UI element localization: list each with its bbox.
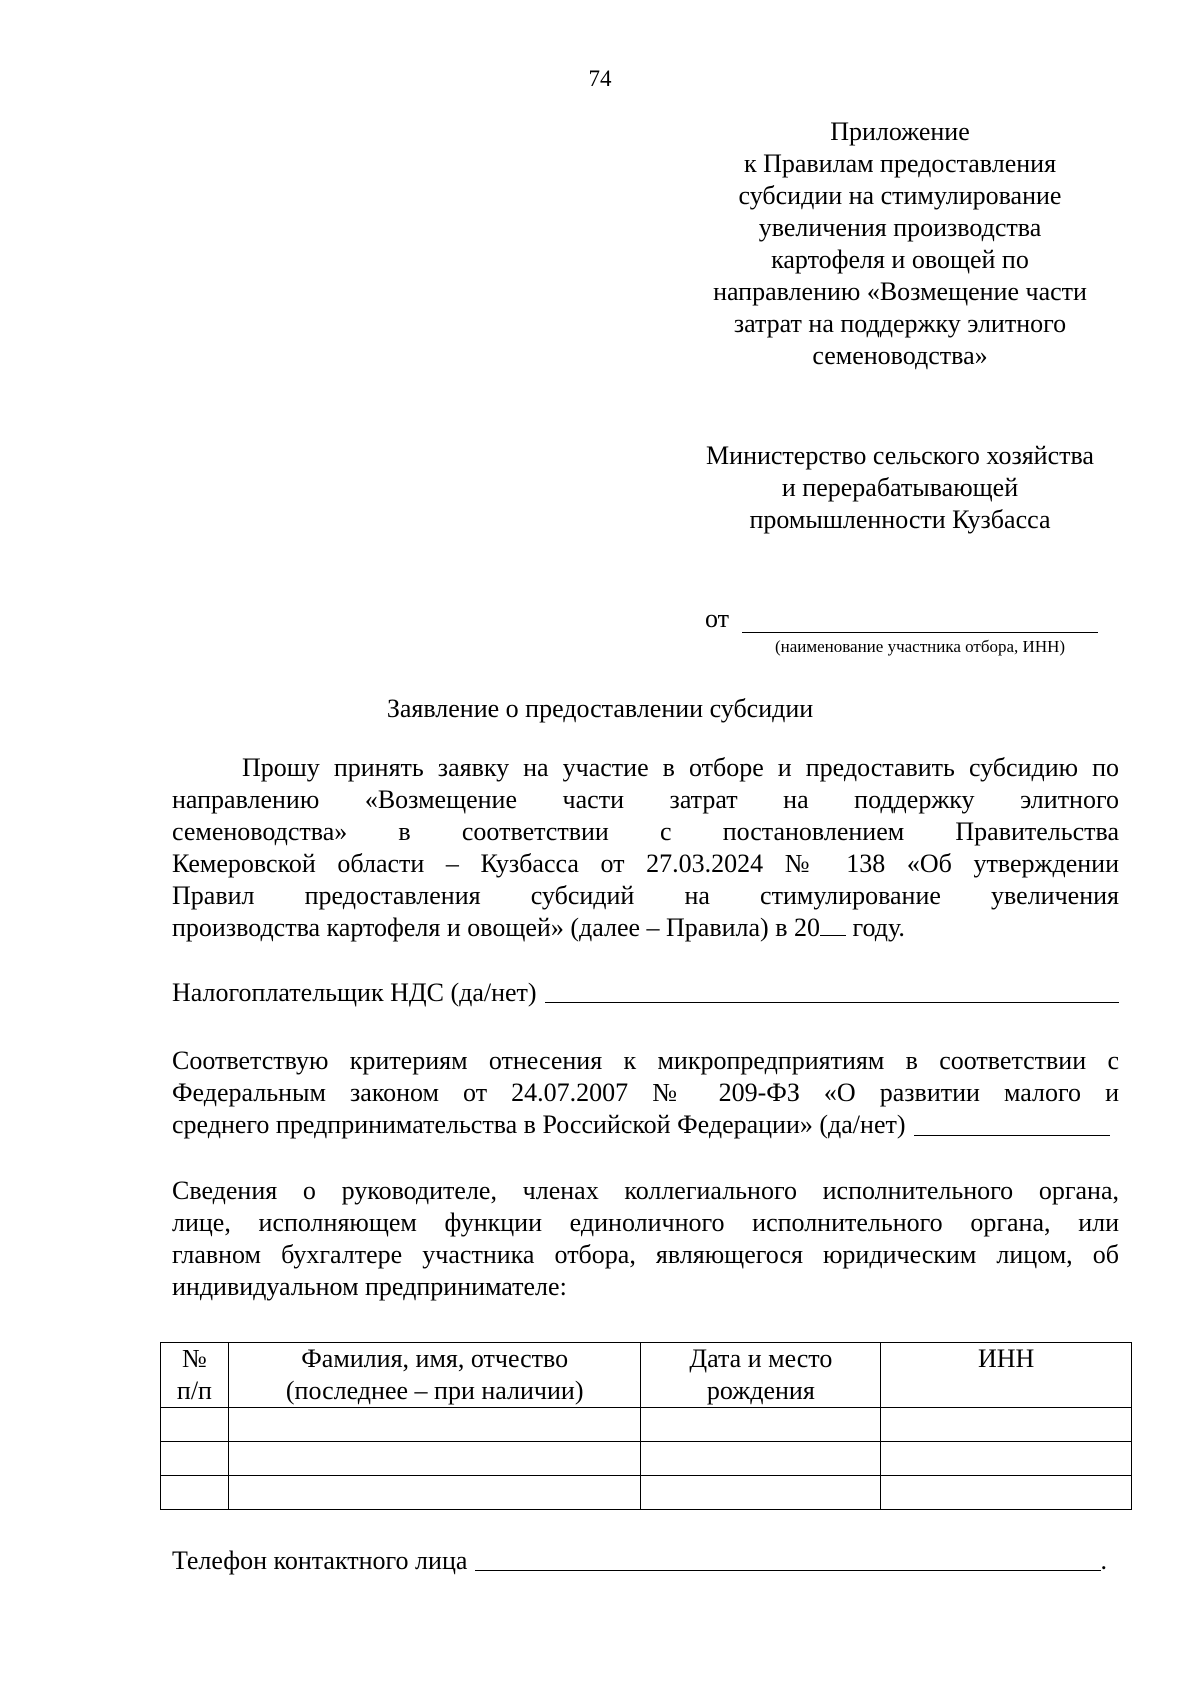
- table-row: [161, 1442, 1132, 1476]
- paragraph-line: Соответствую критериям отнесения к микропредприятиям в соответствии с: [172, 1046, 1119, 1075]
- table-cell[interactable]: [641, 1408, 881, 1442]
- table-cell[interactable]: [228, 1442, 641, 1476]
- paragraph-text: среднего предпринимательства в Российской Федерации» (да/нет): [172, 1110, 906, 1139]
- appendix-line: увеличения производства: [758, 213, 1042, 242]
- criteria-paragraph: [172, 1045, 1119, 1141]
- paragraph-line: Кемеровской области – Кузбасса от 27.03.2024 № 138 «Об утверждении: [172, 849, 1119, 878]
- table-row: [161, 1408, 1132, 1442]
- recipient-block: [680, 440, 1120, 536]
- table-cell[interactable]: [228, 1476, 641, 1510]
- paragraph-line: Прошу принять заявку на участие в отборе и предоставить субсидию по: [242, 753, 1119, 782]
- appendix-line: направлению «Возмещение части: [713, 277, 1087, 306]
- appendix-line: картофеля и овощей по: [771, 245, 1029, 274]
- applicant-field-hint: (наименование участника отбора, ИНН): [774, 637, 1066, 656]
- table-cell[interactable]: [161, 1442, 229, 1476]
- recipient-line: промышленности Кузбасса: [749, 505, 1051, 534]
- table-cell[interactable]: [641, 1442, 881, 1476]
- table-cell[interactable]: [161, 1476, 229, 1510]
- paragraph-line: Правил предоставления субсидий на стимулирование увеличения: [172, 881, 1119, 910]
- table-row: [161, 1476, 1132, 1510]
- document-title: Заявление о предоставлении субсидии: [386, 694, 814, 723]
- paragraph-line: [172, 912, 1119, 944]
- paragraph-line: [172, 1109, 1110, 1141]
- from-label: от: [705, 604, 730, 633]
- paragraph-line: Сведения о руководителе, членах коллегиального исполнительного органа,: [172, 1176, 1119, 1205]
- phone-field[interactable]: [475, 1570, 1100, 1571]
- appendix-line: Приложение: [830, 117, 970, 146]
- phone-row: [172, 1546, 1107, 1576]
- appendix-header: [690, 116, 1110, 372]
- appendix-line: семеноводства»: [812, 341, 988, 370]
- vat-row: [172, 978, 1119, 1008]
- paragraph-line: семеноводства» в соответствии с постановлением Правительства: [172, 817, 1119, 846]
- table-cell[interactable]: [881, 1408, 1132, 1442]
- appendix-line: затрат на поддержку элитного: [733, 309, 1067, 338]
- paragraph-line: лице, исполняющем функции единоличного исполнительного органа, или: [172, 1208, 1119, 1237]
- applicant-field[interactable]: [742, 632, 1098, 633]
- phone-end: .: [1100, 1546, 1107, 1575]
- phone-label: Телефон контактного лица: [172, 1546, 468, 1575]
- column-header-full-name: Фамилия, имя, отчество (последнее – при наличии): [228, 1343, 641, 1408]
- table-cell[interactable]: [228, 1408, 641, 1442]
- table-cell[interactable]: [641, 1476, 881, 1510]
- vat-label: Налогоплательщик НДС (да/нет): [172, 978, 537, 1007]
- vat-field[interactable]: [545, 1002, 1119, 1003]
- paragraph-line: Федеральным законом от 24.07.2007 № 209-ФЗ «О развитии малого и: [172, 1078, 1119, 1107]
- column-header-birth: Дата и место рождения: [641, 1343, 881, 1408]
- micro-enterprise-field[interactable]: [914, 1135, 1110, 1136]
- paragraph-text: году.: [845, 913, 905, 942]
- table-cell[interactable]: [881, 1476, 1132, 1510]
- appendix-line: к Правилам предоставления: [743, 149, 1057, 178]
- table-cell[interactable]: [161, 1408, 229, 1442]
- info-paragraph: [172, 1175, 1119, 1303]
- appendix-line: субсидии на стимулирование: [738, 181, 1062, 210]
- paragraph-text: производства картофеля и овощей» (далее – Правила) в 20: [172, 913, 820, 942]
- column-header-number: № п/п: [161, 1343, 229, 1408]
- table-header-row: [161, 1343, 1132, 1408]
- request-paragraph: [172, 752, 1119, 944]
- paragraph-line: главном бухгалтере участника отбора, являющегося юридическим лицом, об: [172, 1240, 1119, 1269]
- page-number: 74: [588, 66, 612, 91]
- year-field[interactable]: [820, 913, 846, 936]
- paragraph-line: индивидуальном предпринимателе:: [172, 1272, 567, 1301]
- column-header-inn: ИНН: [881, 1343, 1132, 1408]
- recipient-line: и перерабатывающей: [781, 473, 1019, 502]
- recipient-line: Министерство сельского хозяйства: [706, 441, 1094, 470]
- paragraph-line: направлению «Возмещение части затрат на поддержку элитного: [172, 785, 1119, 814]
- persons-table: [160, 1342, 1132, 1510]
- table-cell[interactable]: [881, 1442, 1132, 1476]
